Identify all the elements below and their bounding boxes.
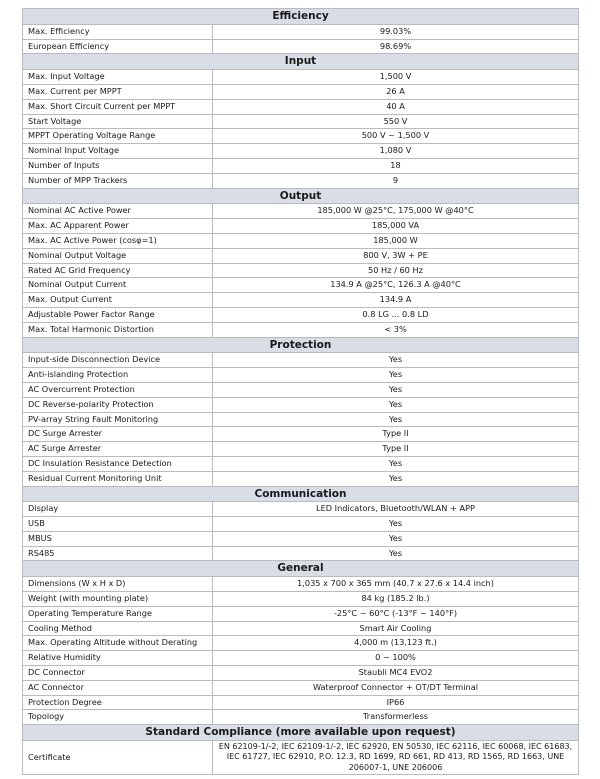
spec-label: Max. Total Harmonic Distortion: [23, 322, 213, 337]
spec-value: 18: [213, 158, 579, 173]
section-header: [23, 54, 579, 70]
section-header: [23, 188, 579, 204]
spec-row: [23, 233, 579, 248]
spec-row: [23, 502, 579, 517]
spec-value: EN 62109-1/-2, IEC 62109-1/-2, IEC 62920, EN 50530, IEC 62116, IEC 60068, IEC 61683, IEC 61727, IEC 62910, P.O. 12.3, RD 1699, RD 661, RD 413, RD 1565, RD 1663, UNE 206007-1, UNE 206006: [213, 741, 579, 775]
spec-value: 550 V: [213, 114, 579, 129]
spec-label: Cooling Method: [23, 621, 213, 636]
spec-row: [23, 397, 579, 412]
spec-value: Yes: [213, 531, 579, 546]
spec-row: [23, 70, 579, 85]
spec-value: Staubli MC4 EVO2: [213, 666, 579, 681]
spec-value: Yes: [213, 412, 579, 427]
spec-row: [23, 39, 579, 54]
spec-label: Operating Temperature Range: [23, 606, 213, 621]
spec-value: 500 V ~ 1,500 V: [213, 129, 579, 144]
spec-value: Yes: [213, 517, 579, 532]
spec-label: MBUS: [23, 531, 213, 546]
spec-row: [23, 592, 579, 607]
spec-label: Input-side Disconnection Device: [23, 353, 213, 368]
section-title: Efficiency: [23, 9, 579, 25]
spec-row: [23, 412, 579, 427]
spec-label: Relative Humidity: [23, 651, 213, 666]
spec-value: Yes: [213, 456, 579, 471]
spec-row: [23, 636, 579, 651]
section-title: Input: [23, 54, 579, 70]
spec-label: Max. Efficiency: [23, 24, 213, 39]
spec-row: [23, 278, 579, 293]
section-header: [23, 9, 579, 25]
spec-row: [23, 24, 579, 39]
spec-value: Yes: [213, 471, 579, 486]
spec-row: [23, 114, 579, 129]
section-title: Protection: [23, 337, 579, 353]
spec-label: Max. Output Current: [23, 293, 213, 308]
spec-label: Start Voltage: [23, 114, 213, 129]
spec-label: DC Insulation Resistance Detection: [23, 456, 213, 471]
spec-value: Type II: [213, 442, 579, 457]
spec-value: Smart Air Cooling: [213, 621, 579, 636]
spec-label: Nominal AC Active Power: [23, 204, 213, 219]
spec-value: 1,035 x 700 x 365 mm (40.7 x 27.6 x 14.4 inch): [213, 577, 579, 592]
spec-value: 134.9 A: [213, 293, 579, 308]
spec-value: Yes: [213, 382, 579, 397]
spec-value: 0.8 LG ... 0.8 LD: [213, 307, 579, 322]
spec-value: Yes: [213, 546, 579, 561]
spec-table-body: [23, 9, 579, 775]
section-header: [23, 486, 579, 502]
spec-value: 84 kg (185.2 lb.): [213, 592, 579, 607]
spec-value: 0 ~ 100%: [213, 651, 579, 666]
spec-value: 185,000 W @25°C, 175,000 W @40°C: [213, 204, 579, 219]
spec-label: DC Connector: [23, 666, 213, 681]
spec-value: 4,000 m (13,123 ft.): [213, 636, 579, 651]
spec-label: USB: [23, 517, 213, 532]
spec-row: [23, 695, 579, 710]
spec-row: [23, 456, 579, 471]
spec-row: [23, 293, 579, 308]
section-title: Output: [23, 188, 579, 204]
spec-label: Residual Current Monitoring Unit: [23, 471, 213, 486]
spec-label: Protection Degree: [23, 695, 213, 710]
spec-row: [23, 442, 579, 457]
spec-row: [23, 651, 579, 666]
spec-row: [23, 353, 579, 368]
spec-value: 50 Hz / 60 Hz: [213, 263, 579, 278]
spec-row: [23, 471, 579, 486]
spec-row: [23, 710, 579, 725]
spec-value: 134.9 A @25°C, 126.3 A @40°C: [213, 278, 579, 293]
spec-label: Nominal Output Current: [23, 278, 213, 293]
spec-row: [23, 248, 579, 263]
spec-value: 185,000 W: [213, 233, 579, 248]
spec-row: [23, 546, 579, 561]
spec-label: Max. Short Circuit Current per MPPT: [23, 99, 213, 114]
spec-row: [23, 666, 579, 681]
spec-label: DC Surge Arrester: [23, 427, 213, 442]
section-title: General: [23, 561, 579, 577]
spec-label: Nominal Input Voltage: [23, 144, 213, 159]
spec-label: Number of MPP Trackers: [23, 173, 213, 188]
spec-row: [23, 621, 579, 636]
spec-row: [23, 427, 579, 442]
spec-row: [23, 129, 579, 144]
spec-label: Weight (with mounting plate): [23, 592, 213, 607]
spec-label: Rated AC Grid Frequency: [23, 263, 213, 278]
spec-label: AC Connector: [23, 680, 213, 695]
spec-row: [23, 577, 579, 592]
spec-value: 99.03%: [213, 24, 579, 39]
spec-value: 800 V, 3W + PE: [213, 248, 579, 263]
spec-value: 185,000 VA: [213, 219, 579, 234]
spec-row: [23, 173, 579, 188]
spec-row: [23, 158, 579, 173]
spec-value: 9: [213, 173, 579, 188]
spec-label: RS485: [23, 546, 213, 561]
spec-value: 1,080 V: [213, 144, 579, 159]
spec-row: [23, 322, 579, 337]
spec-label: Adjustable Power Factor Range: [23, 307, 213, 322]
spec-row: [23, 531, 579, 546]
spec-row: [23, 307, 579, 322]
spec-label: Topology: [23, 710, 213, 725]
spec-value: 40 A: [213, 99, 579, 114]
spec-value: Type II: [213, 427, 579, 442]
spec-row: [23, 368, 579, 383]
spec-label: MPPT Operating Voltage Range: [23, 129, 213, 144]
spec-value: Yes: [213, 368, 579, 383]
spec-value: Yes: [213, 353, 579, 368]
spec-value: Yes: [213, 397, 579, 412]
datasheet: [22, 8, 578, 775]
spec-label: Max. Operating Altitude without Derating: [23, 636, 213, 651]
spec-label: Dimensions (W x H x D): [23, 577, 213, 592]
spec-row: [23, 99, 579, 114]
spec-label: Certificate: [23, 741, 213, 775]
spec-label: Max. Input Voltage: [23, 70, 213, 85]
spec-value: Waterproof Connector + OT/DT Terminal: [213, 680, 579, 695]
section-title: Communication: [23, 486, 579, 502]
spec-label: PV-array String Fault Monitoring: [23, 412, 213, 427]
spec-label: DC Reverse-polarity Protection: [23, 397, 213, 412]
spec-row: [23, 84, 579, 99]
spec-value: -25°C ~ 60°C (-13°F ~ 140°F): [213, 606, 579, 621]
spec-table: [22, 8, 579, 775]
section-title: Standard Compliance (more available upon request): [23, 725, 579, 741]
spec-row: [23, 219, 579, 234]
spec-row: [23, 263, 579, 278]
spec-label: European Efficiency: [23, 39, 213, 54]
spec-row: [23, 382, 579, 397]
spec-label: Max. AC Active Power (cosφ=1): [23, 233, 213, 248]
spec-row: [23, 606, 579, 621]
spec-label: Number of Inputs: [23, 158, 213, 173]
section-header: [23, 337, 579, 353]
spec-row: [23, 517, 579, 532]
spec-label: AC Overcurrent Protection: [23, 382, 213, 397]
spec-label: Nominal Output Voltage: [23, 248, 213, 263]
spec-value: Transformerless: [213, 710, 579, 725]
spec-label: Anti-islanding Protection: [23, 368, 213, 383]
spec-label: AC Surge Arrester: [23, 442, 213, 457]
spec-value: < 3%: [213, 322, 579, 337]
spec-label: Max. Current per MPPT: [23, 84, 213, 99]
section-header: [23, 725, 579, 741]
spec-value: 1,500 V: [213, 70, 579, 85]
section-header: [23, 561, 579, 577]
spec-value: 98.69%: [213, 39, 579, 54]
spec-row: [23, 204, 579, 219]
spec-value: LED Indicators, Bluetooth/WLAN + APP: [213, 502, 579, 517]
spec-label: Display: [23, 502, 213, 517]
spec-label: Max. AC Apparent Power: [23, 219, 213, 234]
spec-value: 26 A: [213, 84, 579, 99]
spec-row: [23, 680, 579, 695]
spec-row: [23, 741, 579, 775]
spec-row: [23, 144, 579, 159]
spec-value: IP66: [213, 695, 579, 710]
